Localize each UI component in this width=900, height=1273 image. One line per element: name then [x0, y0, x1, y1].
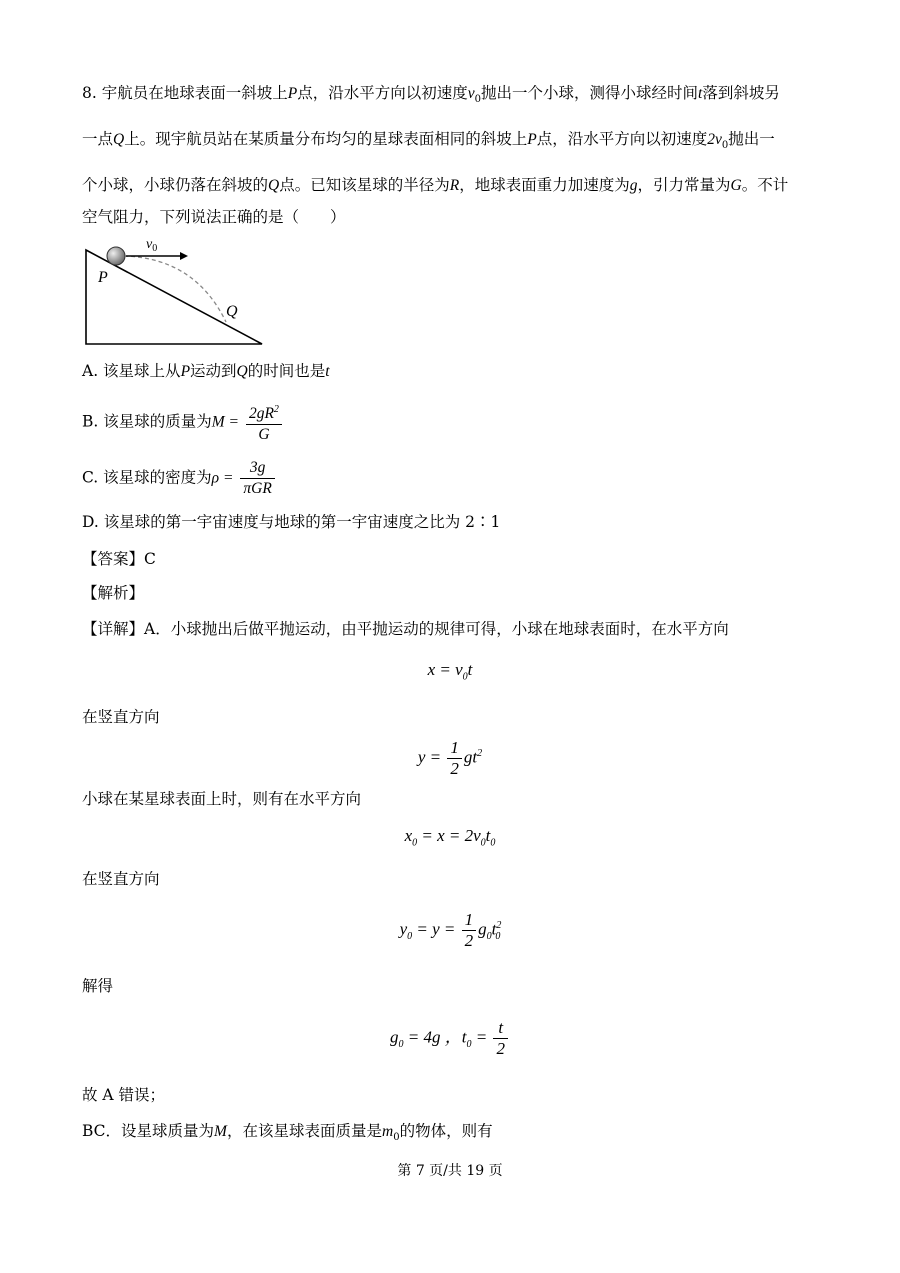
detail-intro: 【详解】A．小球抛出后做平抛运动，由平抛运动的规律可得，小球在地球表面时，在水平方向 — [82, 620, 729, 638]
text: 个小球，小球仍落在斜坡的 — [82, 176, 269, 194]
point-p: P — [180, 363, 191, 380]
vertical-label-2: 在竖直方向 — [82, 870, 160, 888]
text: 抛出一 — [728, 130, 775, 148]
question-line-2: 一点Q上。现宇航员站在某质量分布均匀的星球表面相同的斜坡上P点，沿水平方向以初速度$2v_0$抛出一 — [82, 130, 775, 152]
text: 一点 — [82, 130, 114, 148]
text: ，地球表面重力加速度为 — [459, 176, 630, 194]
point-q: Q — [236, 363, 248, 380]
fraction: $\frac{3g}{\text{πGR}}$ — [240, 458, 274, 499]
vertical-label-1: 在竖直方向 — [82, 708, 160, 726]
equation-4: $y_0 = y$ = $\frac{1}{2}$ $g_0t^2_0$ — [399, 910, 502, 950]
equation-5: $g_0 = 4g$ ，$t_0$ = $\frac{t}{2}$ — [0, 1018, 900, 1059]
page-footer: 第 7 页/共 19 页 — [397, 1163, 503, 1179]
text: 宇航员在地球表面一斜坡上 — [101, 84, 288, 102]
g-symbol: g — [629, 177, 638, 194]
text: 点，沿水平方向以初速度 — [297, 84, 468, 102]
bc-line: BC．设星球质量为M，在该星球表面质量是$m_0$的物体，则有 — [82, 1122, 493, 1144]
equation-1: $x = v_0t$ — [427, 660, 473, 683]
answer: 【答案】C — [82, 550, 156, 568]
text: B. 该星球的质量为 — [82, 412, 212, 431]
question-line-1: 8. 宇航员在地球表面一斜坡上P点，沿水平方向以初速度$v_0$抛出一个小球，测得小球经时间t落到斜坡另 — [82, 84, 780, 106]
option-d — [82, 511, 500, 533]
text: 抛出一个小球，测得小球经时间 — [481, 84, 699, 102]
analysis-heading: 【解析】 — [82, 584, 145, 602]
big-g-symbol: G — [730, 177, 742, 194]
equation-2: y = $\frac{1}{2}$ $gt^2$ — [417, 738, 483, 778]
planet-label: 小球在某星球表面上时，则有在水平方向 — [82, 790, 362, 808]
text: D. 该星球的第一宇宙速度与地球的第一宇宙速度之比为 2∶1 — [82, 513, 501, 531]
arrow-head — [180, 252, 188, 260]
text: 点。已知该星球的半径为 — [279, 176, 450, 194]
equation-3: $x_0 = x = 2v_0t_0$ — [404, 826, 496, 849]
text: 上。现宇航员站在某质量分布均匀的星球表面相同的斜坡上 — [124, 130, 528, 148]
solve-label: 解得 — [82, 977, 114, 995]
text: 运动到 — [190, 362, 237, 380]
2v0-symbol: 2v — [707, 131, 722, 148]
t-symbol: t — [325, 363, 330, 380]
t-symbol: t — [698, 85, 703, 102]
math-lhs: M = — [211, 413, 239, 431]
math-lhs: ρ = — [211, 469, 234, 487]
text: ，引力常量为 — [637, 176, 731, 194]
p-label: P — [98, 269, 108, 286]
conclusion-a: 故 A 错误； — [82, 1086, 166, 1104]
text: 。不计 — [741, 176, 789, 194]
option-c — [82, 458, 277, 499]
point-p: P — [527, 131, 537, 148]
text: A. 该星球上从 — [82, 362, 181, 380]
v0-symbol: v — [467, 85, 475, 102]
text: 点，沿水平方向以初速度 — [536, 130, 708, 148]
point-q: Q — [113, 131, 125, 148]
text: C. 该星球的密度为 — [82, 468, 212, 487]
option-b — [82, 400, 284, 445]
point-p: P — [287, 85, 298, 102]
q-label: Q — [226, 303, 238, 320]
v0-label: $v_0$ — [146, 237, 158, 254]
text: 落到斜坡另 — [702, 84, 780, 102]
r-symbol: R — [449, 177, 460, 194]
question-number: 8. — [82, 84, 97, 102]
question-line-3 — [82, 174, 788, 197]
option-a — [82, 360, 330, 383]
question-line-4 — [82, 206, 346, 228]
ball — [107, 247, 125, 265]
text: 空气阻力，下列说法正确的是（ ） — [82, 208, 346, 226]
slope-figure — [80, 236, 270, 348]
text: 的时间也是 — [247, 362, 326, 380]
trajectory-arc — [124, 256, 226, 322]
point-q: Q — [268, 177, 280, 194]
fraction: $\frac{2gR^2}{G}$ — [246, 400, 282, 445]
